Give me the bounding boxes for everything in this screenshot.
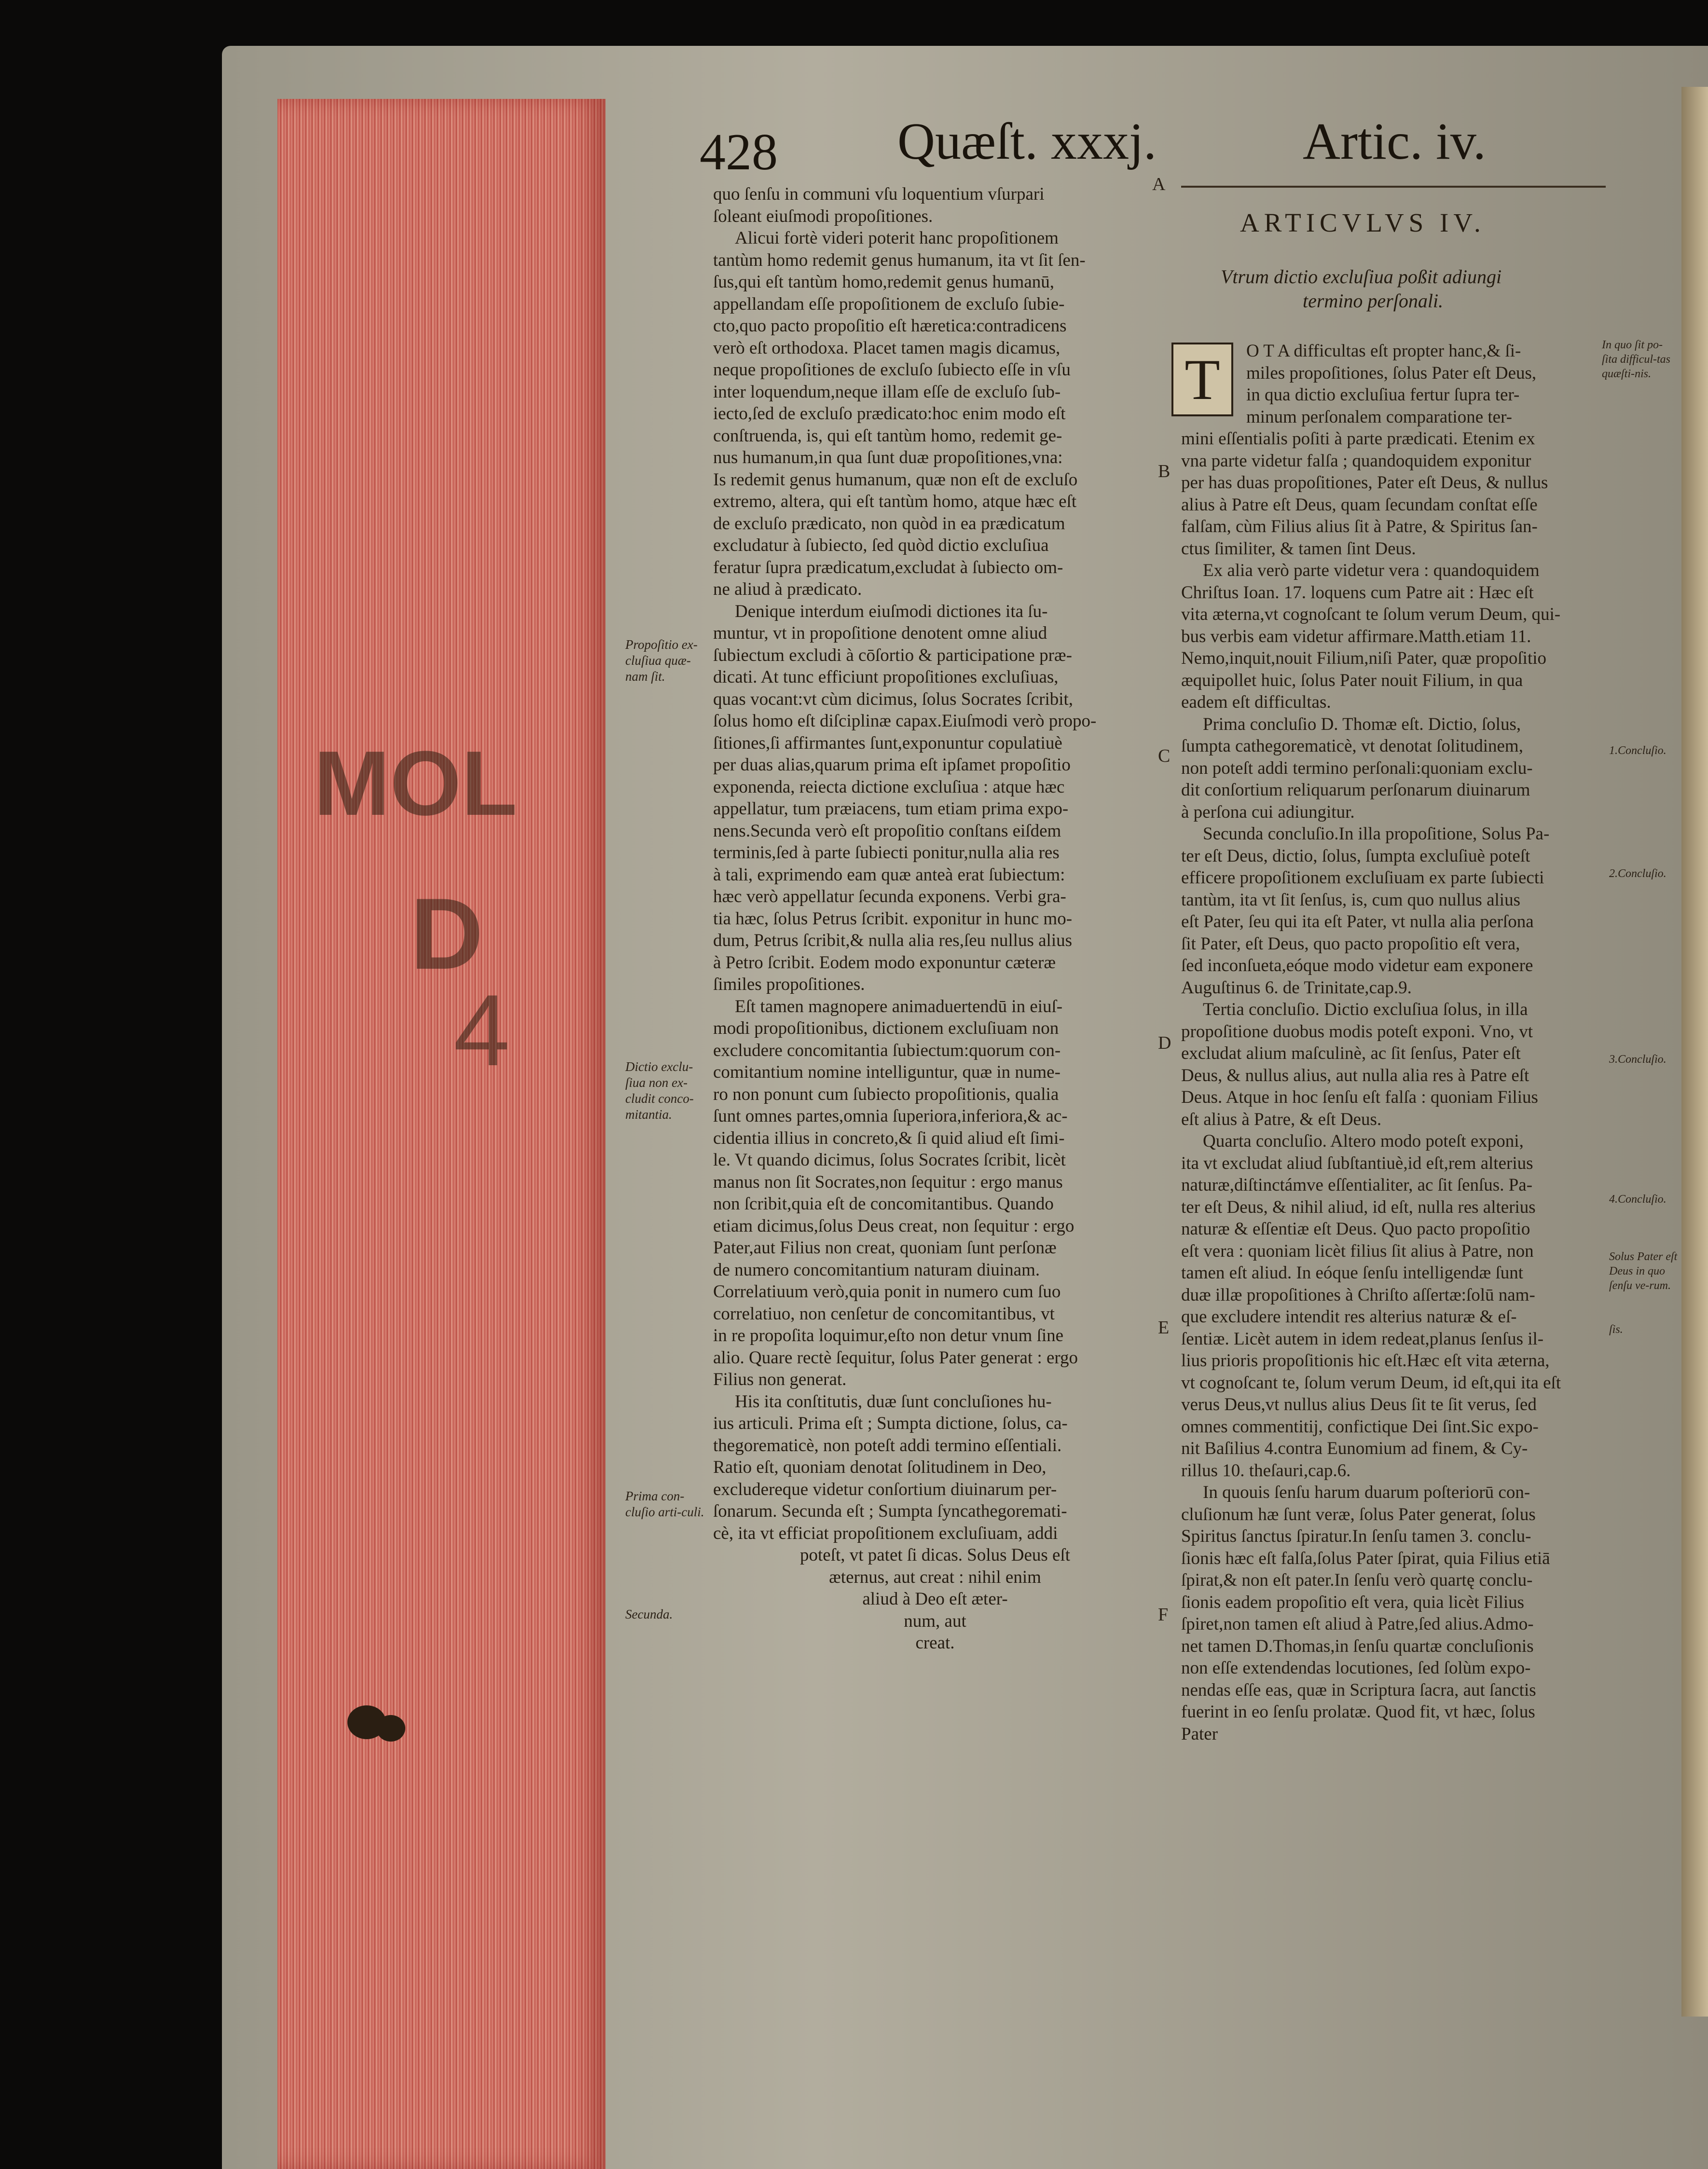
- text-line: tantùm, ita vt ſit ſenſus, is, cum quo nullus alius: [1181, 890, 1520, 910]
- margin-note-concomitantia: Dictio exclu-ſiua non ex-cludit conco-mitantia.: [625, 1059, 694, 1122]
- text-line: Auguſtinus 6. de Trinitate,cap.9.: [1181, 977, 1412, 998]
- text-line: de excluſo prædicato, non quòd in ea prædicatum: [713, 513, 1065, 534]
- text-line: terminis,ſed à parte ſubiecti ponitur,nulla alia res: [713, 843, 1060, 863]
- text-line: quo ſenſu in communi vſu loquentium vſurpari: [713, 184, 1045, 204]
- text-line: exponenda, reiecta dictione excluſiua : atque hæc: [713, 777, 1065, 797]
- text-line: inter loquendum,neque illam eſſe de excluſo ſub-: [713, 382, 1061, 402]
- text-line: eadem eſt difficultas.: [1181, 692, 1331, 712]
- text-line: Secunda concluſio.In illa propoſitione, Solus Pa-: [1203, 824, 1550, 844]
- text-line: ſumpta cathegorematicè, vt denotat ſolitudinem,: [1181, 736, 1523, 756]
- text-line: In quouis ſenſu harum duarum poſteriorū con-: [1203, 1483, 1530, 1502]
- text-line: æquipollet huic, ſolus Pater nouit Filium, in qua: [1181, 670, 1523, 690]
- text-line: eſt alius à Patre, & eſt Deus.: [1181, 1109, 1382, 1129]
- text-line: Is redemit genus humanum, quæ non eſt de excluſo: [713, 469, 1078, 490]
- text-line: Ratio eſt, quoniam denotat ſolitudinem in Deo,: [713, 1457, 1047, 1477]
- text-line: eſt vera : quoniam licèt filius ſit alius à Patre, non: [1181, 1241, 1534, 1261]
- text-line: per has duas propoſitiones, Pater eſt Deus, & nullus: [1181, 473, 1548, 493]
- text-line: tantùm homo redemit genus humanum, ita vt ſit ſen-: [713, 250, 1086, 270]
- stamp-line-3: 4: [454, 974, 510, 1087]
- section-letter-d: D: [1158, 1033, 1171, 1053]
- text-line: Pater,aut Filius non creat, quoniam ſunt perſonæ: [713, 1238, 1057, 1258]
- text-line: excludat alium maſculinè, ac ſit ſenſus, Pater eſt: [1181, 1043, 1521, 1063]
- text-line: quas vocant:vt cùm dicimus, ſolus Socrates ſcribit,: [713, 689, 1074, 709]
- initial-letter: T: [1185, 347, 1220, 412]
- margin-note-conclusio-3: 3.Concluſio.: [1609, 1053, 1667, 1066]
- text-line: rillus 10. theſauri,cap.6.: [1181, 1460, 1351, 1481]
- article-subtitle-line-1: Vtrum dictio excluſiua poßit adiungi: [1221, 266, 1502, 288]
- text-line: non eſſe extendendas locutiones, ſed ſolùm expo-: [1181, 1658, 1531, 1678]
- text-line: creat.: [915, 1633, 955, 1653]
- text-line: Filius non generat.: [713, 1370, 847, 1389]
- text-line: naturæ,diſtinctámve eſſentialiter, ac ſit ſenſus. Pa-: [1181, 1175, 1533, 1195]
- text-line: dit conſortium reliquarum perſonarum diuinarum: [1181, 780, 1530, 800]
- text-line: verus Deus,vt nullus alius Deus ſit te ſit verus, ſed: [1181, 1395, 1537, 1414]
- running-head-question: Quæſt. xxxj.: [897, 113, 1157, 170]
- margin-note-secunda: Secunda.: [625, 1607, 673, 1621]
- text-line: à tali, exprimendo eam quæ anteà erat ſubiectum:: [713, 865, 1065, 885]
- text-line: extremo, altera, qui eſt tantùm homo, atque hæc eſt: [713, 492, 1077, 511]
- text-line: His ita conſtitutis, duæ ſunt concluſiones hu-: [735, 1391, 1052, 1412]
- text-line: aliud à Deo eſt æter-: [862, 1589, 1008, 1609]
- text-line: ſionis hæc eſt falſa,ſolus Pater ſpirat, quia Filius etiā: [1181, 1548, 1550, 1568]
- text-line: nit Baſilius 4.contra Eunomium ad finem, & Cy-: [1181, 1439, 1528, 1458]
- text-line: excludere concomitantia ſubiectum:quorum con-: [713, 1040, 1061, 1060]
- text-line: mini eſſentialis poſiti à parte prædicati. Etenim ex: [1181, 429, 1535, 449]
- text-line: correlatiuo, non cenſetur de concomitantibus, vt: [713, 1304, 1055, 1324]
- text-line: feratur ſupra prædicatum,excludat à ſubiecto om-: [713, 557, 1063, 577]
- text-line: dicati. At tunc efficiunt propoſitiones excluſiuas,: [713, 667, 1059, 687]
- section-letter-f: F: [1158, 1605, 1169, 1625]
- facing-page-edge: [1681, 87, 1708, 2017]
- text-line: à Petro ſcribit. Eodem modo exponuntur cæteræ: [713, 952, 1056, 973]
- text-line: modi propoſitionibus, dictionem excluſiuam non: [713, 1018, 1059, 1038]
- text-line: propoſitione duobus modis poteſt exponi. Vno, vt: [1181, 1021, 1533, 1042]
- text-line: conſtruenda, is, qui eſt tantùm homo, redemit ge-: [713, 426, 1062, 446]
- text-line: Pater: [1181, 1724, 1218, 1744]
- text-line: per duas alias,quarum prima eſt ipſamet propoſitio: [713, 755, 1071, 775]
- text-line: in re propoſita loquimur,eſto non detur vnum ſine: [713, 1326, 1064, 1345]
- text-line: ſitiones,ſi affirmantes ſunt,exponuntur copulatiuè: [713, 733, 1062, 753]
- text-line: falſam, cùm Filius alius ſit à Patre, & Spiritus ſan-: [1181, 517, 1538, 536]
- text-line: vna parte videtur falſa ; quandoquidem exponitur: [1181, 451, 1531, 471]
- text-line: poteſt, vt patet ſi dicas. Solus Deus eſt: [799, 1545, 1071, 1565]
- text-line: ſimiles propoſitiones.: [713, 975, 865, 994]
- stamp-line-2: D: [410, 877, 483, 990]
- article-subtitle-line-2: termino perſonali.: [1303, 290, 1444, 312]
- article-rule: [1181, 186, 1606, 188]
- ink-stain: [376, 1715, 405, 1742]
- text-line: Deus. Atque in hoc ſenſu eſt falſa : quoniam Filius: [1181, 1087, 1538, 1107]
- text-line: omnes commentitij, confictique Dei ſint.Sic expo-: [1181, 1416, 1539, 1437]
- text-line: thegorematicè, non poteſt addi termino eſſentiali.: [713, 1435, 1062, 1455]
- text-line: ro non ponunt cum ſubiecto propoſitionis, qualia: [713, 1084, 1059, 1104]
- text-line: tia hæc, ſolus Petrus ſcribit. exponitur in hunc mo-: [713, 908, 1073, 929]
- text-line: ſed inconſueta,eóque modo videtur eam exponere: [1181, 956, 1533, 975]
- text-line: cidentia illius in concreto,& ſi quid aliud eſt ſimi-: [713, 1128, 1065, 1148]
- text-line: cto,quo pacto propoſitio eſt hæretica:contradicens: [713, 316, 1067, 336]
- text-line: alio. Quare rectè ſequitur, ſolus Pater generat : ergo: [713, 1347, 1078, 1368]
- text-line: minum perſonalem comparatione ter-: [1246, 407, 1512, 427]
- text-line: excludereque videtur conſortium diuinarum per-: [713, 1479, 1057, 1499]
- text-line: Spiritus ſanctus ſpiratur.In ſenſu tamen 3. conclu-: [1181, 1526, 1531, 1546]
- section-letter-a: A: [1152, 174, 1166, 194]
- text-line: ita vt excludat aliud ſubſtantiuè,id eſt,rem alterius: [1181, 1153, 1533, 1173]
- margin-note-solus-pater: Solus Pater eſt Deus in quo ſenſu ve-rum.: [1609, 1250, 1678, 1292]
- text-line: Nemo,inquit,nouit Filium,niſi Pater, quæ propoſitio: [1181, 648, 1547, 668]
- text-line: ter eſt Deus, dictio, ſolus, ſumpta excluſiuè poteſt: [1181, 846, 1530, 866]
- text-line: alius à Patre eſt Deus, quam ſecundam conſtat eſſe: [1181, 494, 1538, 515]
- text-line: num, aut: [904, 1611, 966, 1631]
- text-line: à perſona cui adiungitur.: [1181, 802, 1355, 822]
- text-line: ſus,qui eſt tantùm homo,redemit genus humanū,: [713, 272, 1055, 292]
- ownership-stamp: [299, 702, 518, 1098]
- text-line: in qua dictio excluſiua fertur ſupra ter-: [1246, 385, 1520, 405]
- text-line: tamen eſt aliud. In eóque ſenſu intelligendæ ſunt: [1181, 1263, 1523, 1283]
- text-line: muntur, vt in propoſitione denotent omne aliud: [713, 623, 1047, 643]
- section-letter-b: B: [1158, 461, 1171, 481]
- text-line: comitantium nomine intelliguntur, quæ in nume-: [713, 1062, 1061, 1082]
- text-line: Ex alia verò parte videtur vera : quandoquidem: [1203, 561, 1540, 580]
- margin-note-conclusio-2: 2.Concluſio.: [1609, 867, 1667, 880]
- text-line: vita æterna,vt cognoſcant te ſolum verum Deum, qui-: [1181, 604, 1561, 624]
- text-line: net tamen D.Thomas,in ſenſu quartæ concluſionis: [1181, 1636, 1534, 1656]
- text-line: non ſcribit,quia eſt de concomitantibus. Quando: [713, 1194, 1054, 1214]
- margin-note-difficulty: In quo ſit po-ſita difficul-tas quæſti-nis.: [1602, 339, 1670, 380]
- text-line: Tertia concluſio. Dictio excluſiua ſolus, in illa: [1203, 1000, 1528, 1019]
- text-line: ſionis eadem propoſitio eſt vera, quia licèt Filius: [1181, 1592, 1525, 1612]
- text-line: hæc verò appellatur ſecunda exponens. Verbi gra-: [713, 887, 1066, 906]
- text-line: fuerint in eo ſenſu prolatæ. Quod fit, vt hæc, ſolus: [1181, 1702, 1535, 1722]
- text-line: ſubiectum excludi à cōſortio & participatione præ-: [713, 645, 1072, 665]
- text-line: excludatur à ſubiecto, ſed quòd dictio excluſiua: [713, 535, 1049, 555]
- text-line: ſonarum. Secunda eſt ; Sumpta ſyncathegoremati-: [713, 1501, 1067, 1521]
- text-line: O T A difficultas eſt propter hanc,& ſi-: [1246, 341, 1521, 361]
- margin-note-prima-conclusio: Prima con-cluſio arti-culi.: [625, 1489, 704, 1519]
- text-line: verò eſt orthodoxa. Placet tamen magis dicamus,: [713, 338, 1061, 358]
- text-line: ius articuli. Prima eſt ; Sumpta dictione, ſolus, ca-: [713, 1414, 1068, 1433]
- text-line: duæ illæ propoſitiones à Chriſto aſſertæ:ſolū nam-: [1181, 1285, 1535, 1305]
- margin-note-fragment: ſis.: [1609, 1323, 1623, 1336]
- text-line: ſit Pater, eſt Deus, quo pacto propoſitio eſt vera,: [1181, 933, 1520, 954]
- text-line: eſt Pater, ſeu qui ita eſt Pater, vt nulla alia perſona: [1181, 912, 1534, 932]
- text-line: dum, Petrus ſcribit,& nulla alia res,ſeu nullus alius: [713, 931, 1072, 950]
- text-line: ne aliud à prædicato.: [713, 579, 862, 599]
- text-line: nens.Secunda verò eſt propoſitio conſtans eiſdem: [713, 821, 1061, 841]
- text-line: efficere propoſitionem excluſiuam ex parte ſubiecti: [1181, 868, 1544, 888]
- text-line: Chriſtus Ioan. 17. loquens cum Patre ait : Hæc eſt: [1181, 582, 1534, 603]
- text-line: appellatur, tum præiacens, tum etiam prima expo-: [713, 799, 1069, 819]
- text-line: ſentiæ. Licèt autem in idem redeat,planus ſenſus il-: [1181, 1329, 1544, 1349]
- text-line: miles propoſitiones, ſolus Pater eſt Deus,: [1246, 363, 1537, 383]
- text-line: Deus, & nullus alius, aut nulla alia res à Patre eſt: [1181, 1065, 1529, 1085]
- text-line: ſpiret,non tamen eſt aliud à Patre,ſed alius.Admo-: [1181, 1614, 1534, 1634]
- text-line: Alicui fortè videri poterit hanc propoſitionem: [735, 228, 1059, 248]
- text-line: appellandam eſſe propoſitionem de excluſo ſubie-: [713, 294, 1065, 314]
- text-line: cluſionum hæ ſunt veræ, ſolus Pater generat, ſolus: [1181, 1504, 1536, 1524]
- text-line: neque propoſitiones de excluſo ſubiecto eſſe in vſu: [713, 360, 1071, 380]
- text-line: Prima concluſio D. Thomæ eſt. Dictio, ſolus,: [1203, 714, 1521, 734]
- right-text-column: [1181, 340, 1615, 1745]
- text-line: ter eſt Deus, & nihil aliud, id eſt, nulla res alterius: [1181, 1197, 1536, 1217]
- text-line: bus verbis eam videtur affirmare.Matth.etiam 11.: [1181, 626, 1531, 646]
- text-line: Quarta concluſio. Altero modo poteſt exponi,: [1203, 1131, 1524, 1151]
- running-head-article: Artic. iv.: [1303, 113, 1486, 170]
- text-line: ſoleant eiuſmodi propoſitiones.: [713, 206, 933, 226]
- article-title: ARTICVLVS IV.: [1240, 208, 1486, 237]
- red-page-edge: [277, 99, 606, 2169]
- text-line: le. Vt quando dicimus, ſolus Socrates ſcribit, licèt: [713, 1150, 1066, 1170]
- margin-note-conclusio-4: 4.Concluſio.: [1609, 1193, 1667, 1206]
- text-line: que excludere intendit res alterius naturæ & eſ-: [1181, 1307, 1517, 1327]
- text-line: manus non ſit Socrates,non ſequitur : ergo manus: [713, 1172, 1063, 1192]
- margin-note-exclusive-proposition: Propoſitio ex-cluſiua quæ-nam ſit.: [625, 637, 698, 684]
- text-line: Denique interdum eiuſmodi dictiones ita ſu-: [735, 601, 1048, 621]
- text-line: lius prioris propoſitionis hic eſt.Hæc eſt vita æterna,: [1181, 1351, 1550, 1371]
- text-line: iecto,ſed de excluſo prædicato:hoc enim modo eſt: [713, 404, 1066, 424]
- text-line: ſpirat,& non eſt pater.In ſenſu verò quartę conclu-: [1181, 1570, 1533, 1590]
- margin-note-conclusio-1: 1.Concluſio.: [1609, 744, 1667, 757]
- text-line: vt cognoſcant te, ſolum verum Deum, id eſt,qui ita eſt: [1181, 1373, 1561, 1393]
- text-line: nendas eſſe eas, quæ in Scriptura ſacra, aut ſanctis: [1181, 1680, 1536, 1700]
- text-line: Correlatiuum verò,quia ponit in numero cum ſuo: [713, 1282, 1061, 1302]
- left-text-column: [713, 183, 1157, 1654]
- text-line: ſunt omnes partes,omnia ſuperiora,inferiora,& ac-: [713, 1106, 1068, 1126]
- section-letter-c: C: [1158, 746, 1171, 766]
- text-line: naturæ & eſſentiæ eſt Deus. Quo pacto propoſitio: [1181, 1219, 1530, 1239]
- text-line: non poteſt addi termino perſonali:quoniam exclu-: [1181, 758, 1533, 778]
- text-line: ſolus homo eſt diſciplinæ capax.Eiuſmodi verò propo-: [713, 711, 1097, 731]
- page-number: 428: [700, 124, 778, 181]
- text-line: ctus ſimiliter, & tamen ſint Deus.: [1181, 538, 1416, 559]
- text-line: etiam dicimus,ſolus Deus creat, non ſequitur : ergo: [713, 1216, 1074, 1236]
- text-line: de numero concomitantium naturam diuinam.: [713, 1260, 1040, 1280]
- text-line: cè, ita vt efficiat propoſitionem excluſiuam, addi: [713, 1523, 1058, 1543]
- stamp-line-1: MOL: [314, 732, 518, 835]
- text-line: Eſt tamen magnopere animaduertendū in eiuſ-: [735, 996, 1063, 1016]
- text-line: nus humanum,in qua ſunt duæ propoſitiones,vna:: [713, 448, 1063, 467]
- section-letter-e: E: [1158, 1318, 1170, 1338]
- text-line: æternus, aut creat : nihil enim: [829, 1567, 1041, 1587]
